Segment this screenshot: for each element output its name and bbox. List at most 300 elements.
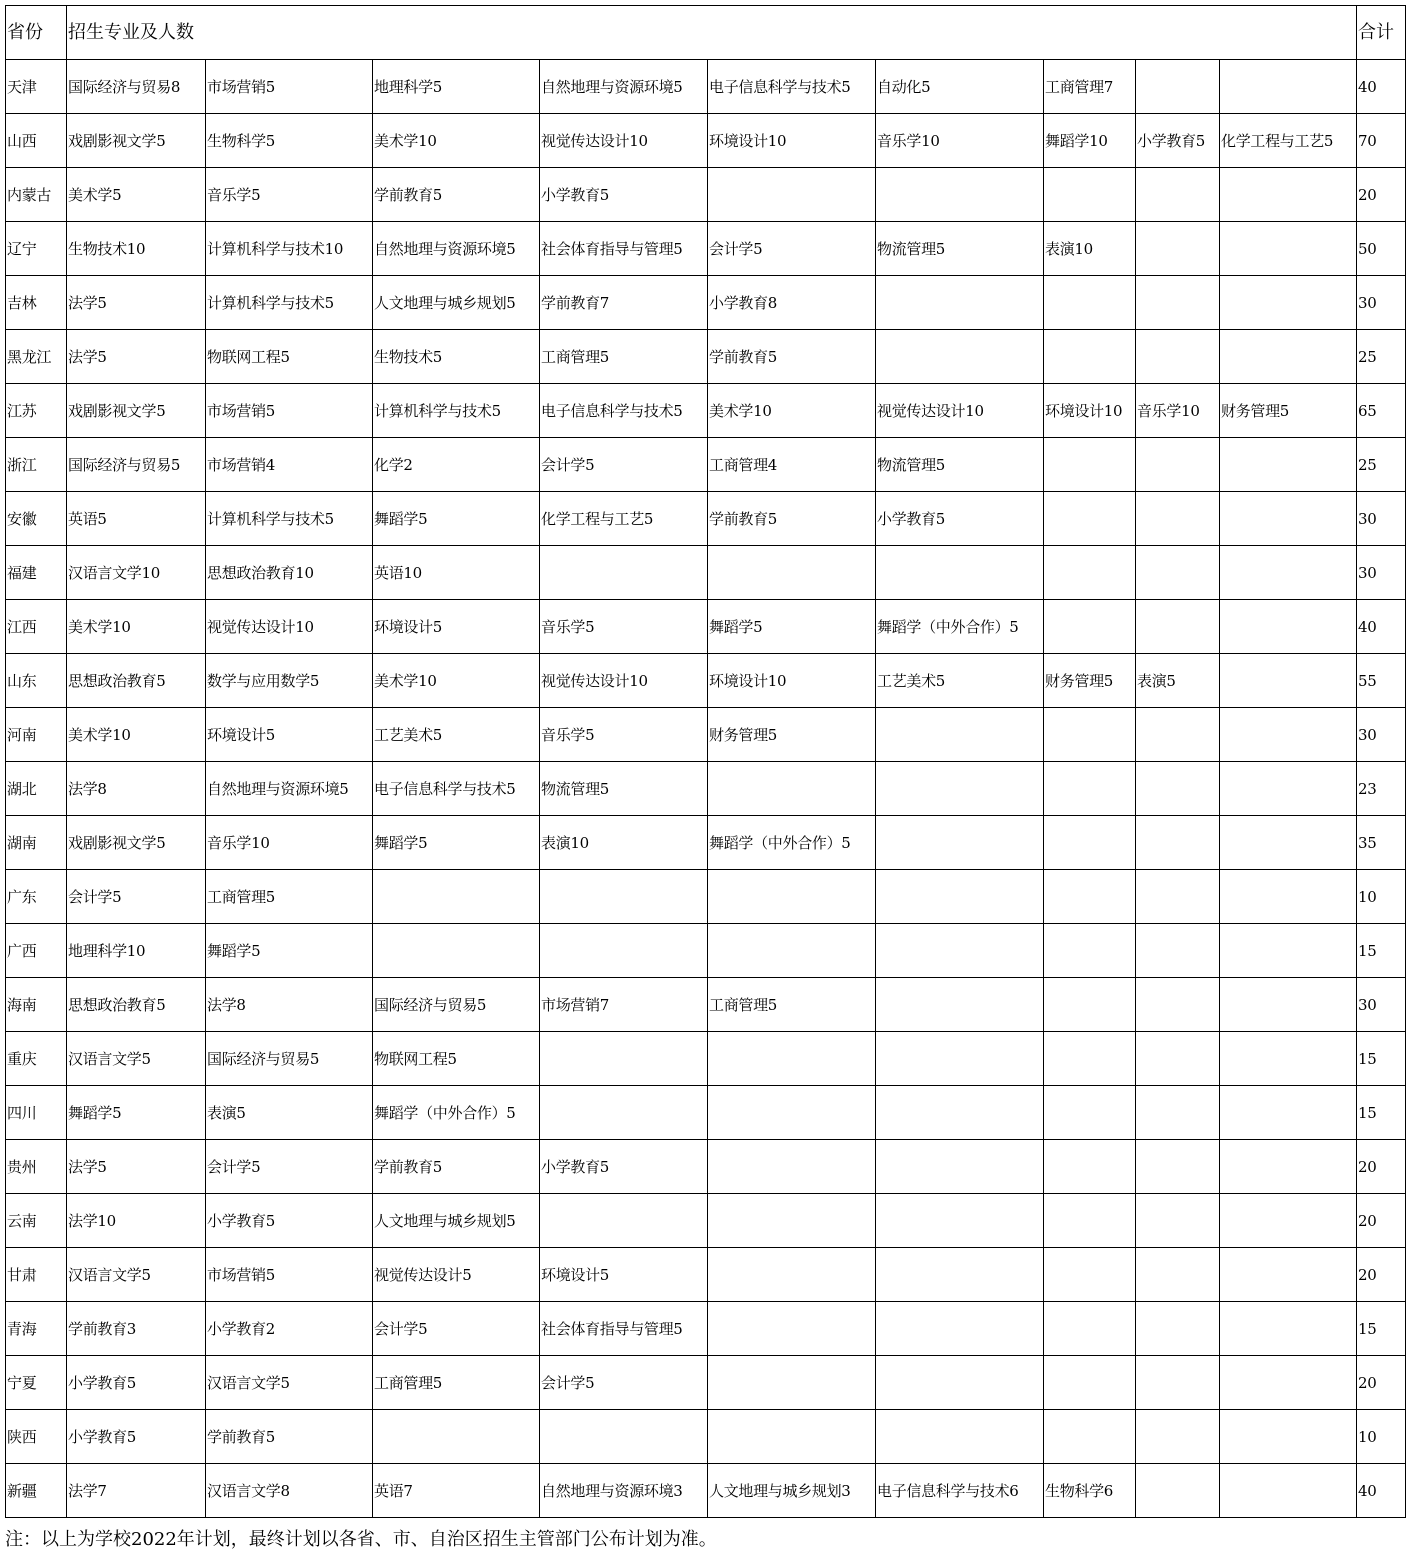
- major-cell: 环境设计10: [1044, 384, 1136, 438]
- major-cell: [708, 1194, 876, 1248]
- major-cell: [1220, 1248, 1357, 1302]
- major-cell: 戏剧影视文学5: [67, 114, 206, 168]
- major-cell: [708, 168, 876, 222]
- total-cell: 15: [1357, 1302, 1406, 1356]
- major-cell: [1136, 222, 1220, 276]
- major-cell: [876, 1140, 1044, 1194]
- major-cell: [540, 870, 708, 924]
- major-cell: 汉语言文学8: [206, 1464, 373, 1518]
- major-cell: 自然地理与资源环境5: [373, 222, 540, 276]
- major-cell: 市场营销5: [206, 1248, 373, 1302]
- major-cell: 小学教育5: [206, 1194, 373, 1248]
- major-cell: 环境设计5: [540, 1248, 708, 1302]
- major-cell: [1220, 600, 1357, 654]
- major-cell: [1220, 1356, 1357, 1410]
- major-cell: 生物科学6: [1044, 1464, 1136, 1518]
- total-cell: 35: [1357, 816, 1406, 870]
- major-cell: 会计学5: [708, 222, 876, 276]
- major-cell: [1220, 60, 1357, 114]
- major-cell: 视觉传达设计10: [540, 654, 708, 708]
- province-cell: 广东: [6, 870, 67, 924]
- table-row: [6, 276, 1406, 330]
- major-cell: 工商管理5: [206, 870, 373, 924]
- footnote: 注：以上为学校2022年计划，最终计划以各省、市、自治区招生主管部门公布计划为准。: [5, 1529, 717, 1550]
- major-cell: 英语7: [373, 1464, 540, 1518]
- table-row: [6, 816, 1406, 870]
- major-cell: 美术学10: [67, 708, 206, 762]
- province-cell: 云南: [6, 1194, 67, 1248]
- major-cell: 工艺美术5: [373, 708, 540, 762]
- major-cell: 计算机科学与技术5: [373, 384, 540, 438]
- table-row: [6, 1410, 1406, 1464]
- major-cell: [708, 1248, 876, 1302]
- major-cell: 市场营销7: [540, 978, 708, 1032]
- major-cell: 学前教育5: [373, 168, 540, 222]
- major-cell: 法学7: [67, 1464, 206, 1518]
- major-cell: [1220, 1194, 1357, 1248]
- province-cell: 江西: [6, 600, 67, 654]
- major-cell: [1136, 1356, 1220, 1410]
- major-cell: 财务管理5: [1220, 384, 1357, 438]
- province-cell: 青海: [6, 1302, 67, 1356]
- major-cell: [540, 1194, 708, 1248]
- major-cell: 物联网工程5: [373, 1032, 540, 1086]
- major-cell: 数学与应用数学5: [206, 654, 373, 708]
- major-cell: [708, 546, 876, 600]
- major-cell: 美术学10: [373, 114, 540, 168]
- major-cell: [1136, 330, 1220, 384]
- major-cell: 音乐学10: [206, 816, 373, 870]
- total-cell: 65: [1357, 384, 1406, 438]
- table-row: [6, 222, 1406, 276]
- province-cell: 宁夏: [6, 1356, 67, 1410]
- major-cell: [708, 1302, 876, 1356]
- major-cell: 会计学5: [540, 1356, 708, 1410]
- major-cell: 人文地理与城乡规划5: [373, 1194, 540, 1248]
- major-cell: [1136, 816, 1220, 870]
- major-cell: [1136, 870, 1220, 924]
- header-majors: 招生专业及人数: [67, 6, 1357, 60]
- province-cell: 新疆: [6, 1464, 67, 1518]
- total-cell: 20: [1357, 1194, 1406, 1248]
- major-cell: [1136, 1140, 1220, 1194]
- major-cell: [876, 276, 1044, 330]
- major-cell: 舞蹈学5: [206, 924, 373, 978]
- major-cell: 音乐学5: [540, 708, 708, 762]
- table-row: [6, 1140, 1406, 1194]
- total-cell: 15: [1357, 924, 1406, 978]
- major-cell: [1136, 1302, 1220, 1356]
- major-cell: [1044, 330, 1136, 384]
- major-cell: 会计学5: [540, 438, 708, 492]
- major-cell: 英语10: [373, 546, 540, 600]
- major-cell: 国际经济与贸易5: [67, 438, 206, 492]
- major-cell: [1044, 708, 1136, 762]
- major-cell: [1220, 654, 1357, 708]
- major-cell: [1136, 438, 1220, 492]
- major-cell: 法学8: [67, 762, 206, 816]
- major-cell: [1044, 762, 1136, 816]
- major-cell: [1044, 1410, 1136, 1464]
- total-cell: 20: [1357, 1356, 1406, 1410]
- major-cell: [1136, 708, 1220, 762]
- major-cell: 小学教育5: [67, 1356, 206, 1410]
- major-cell: 戏剧影视文学5: [67, 816, 206, 870]
- table-body: [6, 6, 1406, 1518]
- major-cell: [876, 1032, 1044, 1086]
- province-cell: 重庆: [6, 1032, 67, 1086]
- table-row: [6, 978, 1406, 1032]
- major-cell: 电子信息科学与技术5: [708, 60, 876, 114]
- major-cell: 会计学5: [373, 1302, 540, 1356]
- major-cell: [1136, 762, 1220, 816]
- major-cell: 市场营销5: [206, 384, 373, 438]
- major-cell: [876, 924, 1044, 978]
- major-cell: [1220, 1302, 1357, 1356]
- major-cell: 表演5: [206, 1086, 373, 1140]
- major-cell: 人文地理与城乡规划3: [708, 1464, 876, 1518]
- major-cell: 表演10: [540, 816, 708, 870]
- major-cell: 市场营销5: [206, 60, 373, 114]
- major-cell: [1220, 870, 1357, 924]
- major-cell: [708, 1086, 876, 1140]
- major-cell: [1136, 1248, 1220, 1302]
- major-cell: [1136, 1086, 1220, 1140]
- major-cell: 舞蹈学5: [373, 816, 540, 870]
- major-cell: [1044, 168, 1136, 222]
- major-cell: 生物科学5: [206, 114, 373, 168]
- total-cell: 15: [1357, 1032, 1406, 1086]
- major-cell: 社会体育指导与管理5: [540, 222, 708, 276]
- province-cell: 甘肃: [6, 1248, 67, 1302]
- table-row: [6, 1248, 1406, 1302]
- major-cell: 音乐学5: [206, 168, 373, 222]
- major-cell: [1136, 276, 1220, 330]
- province-cell: 湖北: [6, 762, 67, 816]
- major-cell: [876, 1086, 1044, 1140]
- major-cell: [1220, 1086, 1357, 1140]
- major-cell: [1044, 1194, 1136, 1248]
- table-row: [6, 1032, 1406, 1086]
- enrollment-plan-table: [5, 5, 1406, 1518]
- table-row: [6, 924, 1406, 978]
- table-header-row: [6, 6, 1406, 60]
- table-row: [6, 654, 1406, 708]
- table-row: [6, 384, 1406, 438]
- major-cell: 学前教育5: [206, 1410, 373, 1464]
- major-cell: [1136, 492, 1220, 546]
- major-cell: 工商管理5: [373, 1356, 540, 1410]
- total-cell: 25: [1357, 438, 1406, 492]
- major-cell: [1220, 816, 1357, 870]
- major-cell: 汉语言文学5: [67, 1032, 206, 1086]
- major-cell: 戏剧影视文学5: [67, 384, 206, 438]
- major-cell: [876, 978, 1044, 1032]
- major-cell: [1220, 276, 1357, 330]
- major-cell: 美术学10: [708, 384, 876, 438]
- major-cell: [876, 1248, 1044, 1302]
- province-cell: 辽宁: [6, 222, 67, 276]
- major-cell: 自动化5: [876, 60, 1044, 114]
- total-cell: 15: [1357, 1086, 1406, 1140]
- major-cell: 小学教育5: [540, 168, 708, 222]
- province-cell: 山东: [6, 654, 67, 708]
- table-row: [6, 60, 1406, 114]
- major-cell: [1044, 924, 1136, 978]
- major-cell: 人文地理与城乡规划5: [373, 276, 540, 330]
- major-cell: 学前教育5: [708, 492, 876, 546]
- major-cell: 工商管理5: [708, 978, 876, 1032]
- major-cell: 自然地理与资源环境5: [206, 762, 373, 816]
- major-cell: 计算机科学与技术5: [206, 492, 373, 546]
- major-cell: 法学5: [67, 330, 206, 384]
- total-cell: 20: [1357, 1140, 1406, 1194]
- major-cell: [1136, 546, 1220, 600]
- major-cell: 思想政治教育5: [67, 654, 206, 708]
- major-cell: [876, 1194, 1044, 1248]
- major-cell: 法学10: [67, 1194, 206, 1248]
- total-cell: 40: [1357, 1464, 1406, 1518]
- major-cell: [1220, 438, 1357, 492]
- major-cell: 电子信息科学与技术6: [876, 1464, 1044, 1518]
- major-cell: 舞蹈学5: [373, 492, 540, 546]
- major-cell: 电子信息科学与技术5: [373, 762, 540, 816]
- major-cell: 社会体育指导与管理5: [540, 1302, 708, 1356]
- header-total: 合计: [1357, 6, 1406, 60]
- major-cell: [1220, 708, 1357, 762]
- table-row: [6, 546, 1406, 600]
- major-cell: 舞蹈学5: [708, 600, 876, 654]
- major-cell: 舞蹈学5: [67, 1086, 206, 1140]
- major-cell: 财务管理5: [1044, 654, 1136, 708]
- major-cell: 自然地理与资源环境3: [540, 1464, 708, 1518]
- major-cell: 音乐学5: [540, 600, 708, 654]
- major-cell: [1220, 762, 1357, 816]
- major-cell: [1044, 600, 1136, 654]
- major-cell: [1044, 1086, 1136, 1140]
- major-cell: 化学工程与工艺5: [540, 492, 708, 546]
- major-cell: 小学教育5: [1136, 114, 1220, 168]
- major-cell: 思想政治教育5: [67, 978, 206, 1032]
- major-cell: [373, 924, 540, 978]
- major-cell: [1136, 1194, 1220, 1248]
- major-cell: 舞蹈学（中外合作）5: [708, 816, 876, 870]
- major-cell: [1220, 546, 1357, 600]
- major-cell: 市场营销4: [206, 438, 373, 492]
- major-cell: [1220, 978, 1357, 1032]
- province-cell: 内蒙古: [6, 168, 67, 222]
- province-cell: 吉林: [6, 276, 67, 330]
- major-cell: 学前教育5: [373, 1140, 540, 1194]
- total-cell: 40: [1357, 60, 1406, 114]
- major-cell: [708, 924, 876, 978]
- major-cell: [373, 1410, 540, 1464]
- header-province: 省份: [6, 6, 67, 60]
- major-cell: 小学教育5: [67, 1410, 206, 1464]
- table-row: [6, 330, 1406, 384]
- table-row: [6, 1464, 1406, 1518]
- major-cell: 地理科学10: [67, 924, 206, 978]
- major-cell: [1136, 1410, 1220, 1464]
- total-cell: 10: [1357, 870, 1406, 924]
- major-cell: 国际经济与贸易5: [373, 978, 540, 1032]
- major-cell: 物流管理5: [540, 762, 708, 816]
- table-row: [6, 492, 1406, 546]
- major-cell: 地理科学5: [373, 60, 540, 114]
- major-cell: 物联网工程5: [206, 330, 373, 384]
- major-cell: 环境设计10: [708, 114, 876, 168]
- total-cell: 55: [1357, 654, 1406, 708]
- major-cell: [540, 546, 708, 600]
- major-cell: [540, 1032, 708, 1086]
- major-cell: 会计学5: [67, 870, 206, 924]
- province-cell: 安徽: [6, 492, 67, 546]
- major-cell: 小学教育5: [540, 1140, 708, 1194]
- major-cell: [1220, 1140, 1357, 1194]
- major-cell: 自然地理与资源环境5: [540, 60, 708, 114]
- major-cell: [708, 1140, 876, 1194]
- major-cell: 视觉传达设计5: [373, 1248, 540, 1302]
- major-cell: 视觉传达设计10: [876, 384, 1044, 438]
- table-row: [6, 600, 1406, 654]
- table-row: [6, 168, 1406, 222]
- major-cell: [1220, 924, 1357, 978]
- major-cell: [1220, 1410, 1357, 1464]
- major-cell: 计算机科学与技术10: [206, 222, 373, 276]
- major-cell: 电子信息科学与技术5: [540, 384, 708, 438]
- major-cell: [1220, 1032, 1357, 1086]
- major-cell: 工商管理4: [708, 438, 876, 492]
- total-cell: 30: [1357, 708, 1406, 762]
- major-cell: 视觉传达设计10: [540, 114, 708, 168]
- major-cell: 音乐学10: [876, 114, 1044, 168]
- major-cell: 法学8: [206, 978, 373, 1032]
- major-cell: 美术学10: [67, 600, 206, 654]
- major-cell: [1044, 1302, 1136, 1356]
- total-cell: 30: [1357, 978, 1406, 1032]
- major-cell: 视觉传达设计10: [206, 600, 373, 654]
- province-cell: 山西: [6, 114, 67, 168]
- major-cell: [1136, 60, 1220, 114]
- province-cell: 福建: [6, 546, 67, 600]
- major-cell: 法学5: [67, 276, 206, 330]
- major-cell: 化学工程与工艺5: [1220, 114, 1357, 168]
- table-row: [6, 762, 1406, 816]
- major-cell: [1044, 438, 1136, 492]
- major-cell: 学前教育5: [708, 330, 876, 384]
- major-cell: 工商管理5: [540, 330, 708, 384]
- major-cell: 小学教育5: [876, 492, 1044, 546]
- major-cell: 财务管理5: [708, 708, 876, 762]
- major-cell: 小学教育8: [708, 276, 876, 330]
- major-cell: 会计学5: [206, 1140, 373, 1194]
- major-cell: [876, 816, 1044, 870]
- major-cell: [1220, 1464, 1357, 1518]
- province-cell: 江苏: [6, 384, 67, 438]
- major-cell: [1136, 978, 1220, 1032]
- major-cell: [876, 708, 1044, 762]
- major-cell: 国际经济与贸易5: [206, 1032, 373, 1086]
- major-cell: 舞蹈学10: [1044, 114, 1136, 168]
- major-cell: [1220, 222, 1357, 276]
- major-cell: [1136, 1464, 1220, 1518]
- total-cell: 30: [1357, 492, 1406, 546]
- major-cell: [1044, 1032, 1136, 1086]
- major-cell: [1044, 978, 1136, 1032]
- table-row: [6, 114, 1406, 168]
- total-cell: 20: [1357, 168, 1406, 222]
- province-cell: 贵州: [6, 1140, 67, 1194]
- province-cell: 海南: [6, 978, 67, 1032]
- major-cell: [876, 1356, 1044, 1410]
- major-cell: 英语5: [67, 492, 206, 546]
- major-cell: 法学5: [67, 1140, 206, 1194]
- major-cell: [1044, 870, 1136, 924]
- major-cell: [1044, 816, 1136, 870]
- major-cell: [876, 1410, 1044, 1464]
- total-cell: 40: [1357, 600, 1406, 654]
- table-row: [6, 708, 1406, 762]
- table-row: [6, 438, 1406, 492]
- major-cell: 学前教育3: [67, 1302, 206, 1356]
- province-cell: 河南: [6, 708, 67, 762]
- major-cell: [540, 924, 708, 978]
- table-row: [6, 1086, 1406, 1140]
- major-cell: [876, 546, 1044, 600]
- table-row: [6, 1302, 1406, 1356]
- total-cell: 10: [1357, 1410, 1406, 1464]
- major-cell: [1136, 600, 1220, 654]
- major-cell: 工艺美术5: [876, 654, 1044, 708]
- major-cell: [708, 1356, 876, 1410]
- total-cell: 20: [1357, 1248, 1406, 1302]
- major-cell: [373, 870, 540, 924]
- province-cell: 浙江: [6, 438, 67, 492]
- major-cell: [1136, 924, 1220, 978]
- major-cell: 计算机科学与技术5: [206, 276, 373, 330]
- major-cell: 美术学5: [67, 168, 206, 222]
- major-cell: [876, 762, 1044, 816]
- major-cell: 学前教育7: [540, 276, 708, 330]
- major-cell: 美术学10: [373, 654, 540, 708]
- province-cell: 天津: [6, 60, 67, 114]
- major-cell: [1044, 492, 1136, 546]
- major-cell: [708, 870, 876, 924]
- major-cell: 环境设计5: [373, 600, 540, 654]
- major-cell: [876, 330, 1044, 384]
- major-cell: [1220, 168, 1357, 222]
- major-cell: [1136, 1032, 1220, 1086]
- major-cell: [708, 762, 876, 816]
- major-cell: [1220, 492, 1357, 546]
- province-cell: 黑龙江: [6, 330, 67, 384]
- major-cell: 环境设计10: [708, 654, 876, 708]
- major-cell: 舞蹈学（中外合作）5: [876, 600, 1044, 654]
- major-cell: 国际经济与贸易8: [67, 60, 206, 114]
- major-cell: [1044, 1140, 1136, 1194]
- major-cell: 汉语言文学10: [67, 546, 206, 600]
- major-cell: 汉语言文学5: [67, 1248, 206, 1302]
- table-row: [6, 1356, 1406, 1410]
- total-cell: 23: [1357, 762, 1406, 816]
- major-cell: 表演5: [1136, 654, 1220, 708]
- major-cell: 音乐学10: [1136, 384, 1220, 438]
- major-cell: [1044, 546, 1136, 600]
- major-cell: 生物技术10: [67, 222, 206, 276]
- major-cell: 舞蹈学（中外合作）5: [373, 1086, 540, 1140]
- table-row: [6, 1194, 1406, 1248]
- major-cell: 物流管理5: [876, 222, 1044, 276]
